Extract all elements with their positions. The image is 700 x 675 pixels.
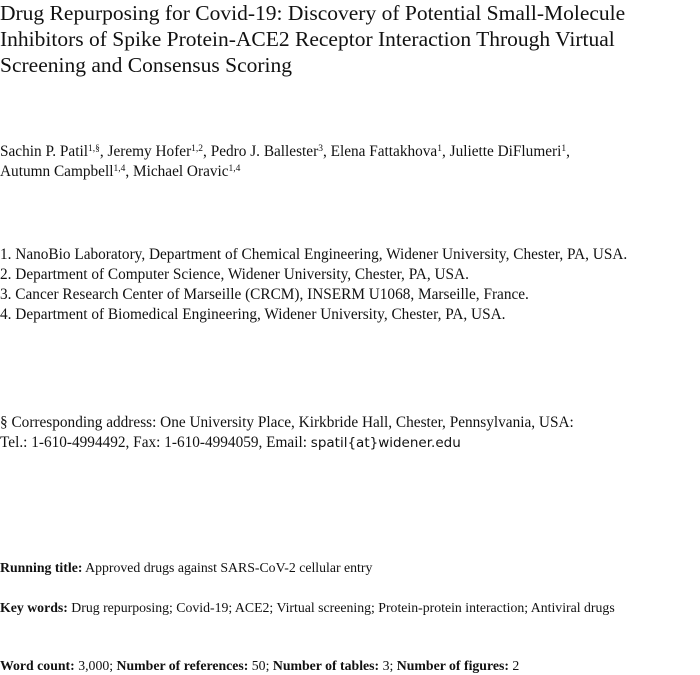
figure-count-label: Number of figures: (396, 658, 509, 673)
paper-title: Drug Repurposing for Covid-19: Discovery of Potential Small-Molecule Inhibitors of Spike Protein-ACE2 Receptor Interaction Through Virtual Screening and Consensus Scoring (0, 1, 626, 77)
reference-count-value: 50; (248, 658, 273, 673)
keywords (0, 598, 700, 617)
affiliation: 3. Cancer Research Center of Marseille (CRCM), INSERM U1068, Marseille, France. (0, 286, 529, 303)
author: Elena Fattakhova$^1$, (330, 143, 450, 160)
author-affiliation-mark: 1,4 (113, 164, 126, 174)
author-affiliation-mark: 1 (561, 144, 567, 154)
figure-count-value: 2 (508, 658, 520, 673)
author-affiliation-mark: 1,§ (87, 144, 100, 154)
table-count-label: Number of tables: (272, 658, 380, 673)
author: Sachin P. Patil$^{1,\S}$, (0, 143, 108, 160)
author-affiliation-mark: 1,2 (191, 144, 204, 154)
author: Pedro J. Ballester$^3$, (210, 143, 331, 160)
word-count-label: Word count: (0, 658, 75, 673)
table-count-value: 3; (379, 658, 397, 673)
author: Jeremy Hofer$^{1,2}$, (107, 143, 211, 160)
affiliation: 1. NanoBio Laboratory, Department of Chemical Engineering, Widener University, Chester, PA, USA. (0, 246, 628, 263)
correspondence-email: spatil{at}widener.edu (310, 435, 461, 451)
author: Michael Oravic$^{1,4}$ (132, 163, 241, 180)
correspondence-contact: Tel.: 1-610-4994492, Fax: 1-610-4994059, Email: spatil{at}widener.edu (0, 434, 461, 451)
word-count-value: 3,000; (74, 658, 117, 673)
running-title-value: Approved drugs against SARS-CoV-2 cellular entry (82, 560, 373, 575)
affiliation-list (0, 245, 700, 325)
author: Juliette DiFlumeri$^1$, (449, 143, 570, 160)
author-affiliation-mark: 1,4 (228, 164, 241, 174)
author: Autumn Campbell$^{1,4}$, (0, 163, 133, 180)
running-title-label: Running title: (0, 560, 83, 575)
keywords-value: Drug repurposing; Covid-19; ACE2; Virtual screening; Protein-protein interaction; Antiviral drugs (67, 600, 615, 615)
author-affiliation-mark: 1 (437, 144, 442, 154)
correspondence-block (0, 413, 700, 453)
affiliation: 2. Department of Computer Science, Widener University, Chester, PA, USA. (0, 266, 469, 283)
running-title (0, 558, 700, 577)
keywords-label: Key words: (0, 600, 68, 615)
author-affiliation-mark: 3 (318, 144, 323, 154)
manuscript-counts (0, 656, 700, 675)
affiliation: 4. Department of Biomedical Engineering, Widener University, Chester, PA, USA. (0, 306, 506, 323)
reference-count-label: Number of references: (116, 658, 249, 673)
author-list (0, 142, 700, 182)
correspondence-address: § Corresponding address: One University Place, Kirkbride Hall, Chester, Pennsylvania, USA: (0, 414, 574, 431)
